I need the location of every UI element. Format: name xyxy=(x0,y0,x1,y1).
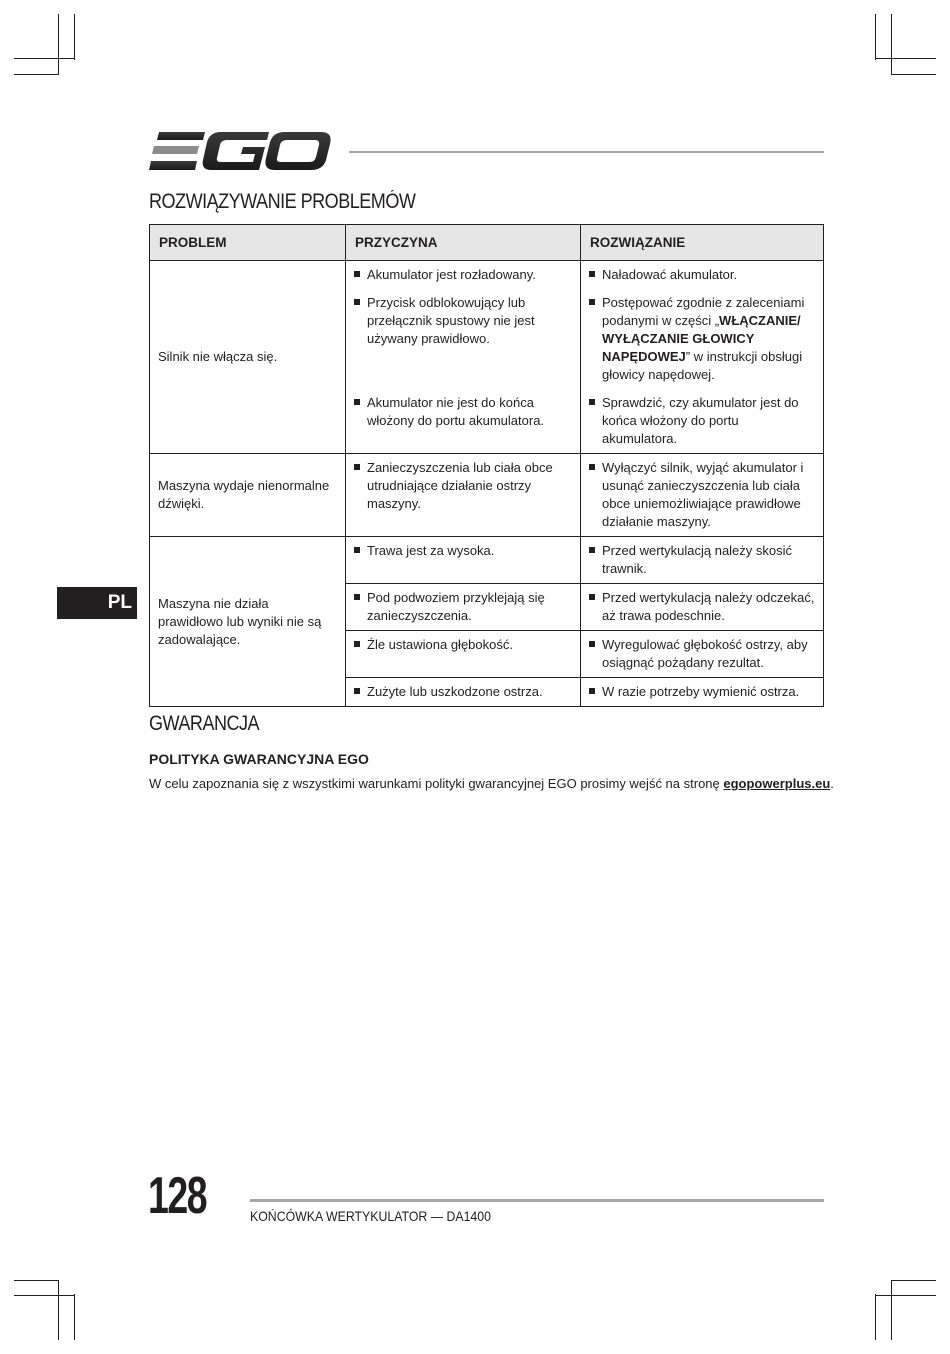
page-number: 128 xyxy=(148,1167,207,1225)
warranty-text xyxy=(149,776,834,791)
warranty-text-end: . xyxy=(830,776,834,791)
cause-cell xyxy=(346,678,581,707)
header-rule xyxy=(349,151,824,153)
solution-item xyxy=(581,289,823,389)
crop-mark xyxy=(876,58,936,59)
cause-cell xyxy=(346,261,581,290)
solution-cell xyxy=(581,289,824,389)
solution-cell xyxy=(581,389,824,454)
solution-emphasis: WŁĄCZANIE/ WYŁĄCZANIE GŁOWICY NAPĘDOWEJ xyxy=(602,313,801,364)
solution-text: Postępować zgodnie z zaleceniami podanymi w części „ xyxy=(602,295,805,328)
crop-mark xyxy=(891,74,936,75)
cause-item: Źle ustawiona głębokość. xyxy=(346,631,580,659)
crop-mark xyxy=(891,1280,936,1281)
solution-cell xyxy=(581,678,824,707)
solution-item: Sprawdzić, czy akumulator jest do końca włożony do portu akumulatora. xyxy=(581,389,823,453)
crop-mark xyxy=(891,1280,892,1340)
header-cause: PRZYCZYNA xyxy=(346,225,581,261)
crop-mark xyxy=(74,14,75,60)
header-solution: ROZWIĄZANIE xyxy=(581,225,824,261)
solution-cell xyxy=(581,631,824,678)
warranty-subtitle: POLITYKA GWARANCYJNA EGO xyxy=(149,751,369,767)
solution-cell xyxy=(581,584,824,631)
cause-cell xyxy=(346,454,581,537)
header-problem: PROBLEM xyxy=(150,225,346,261)
cause-cell xyxy=(346,537,581,584)
ego-logo xyxy=(149,130,331,172)
solution-item: W razie potrzeby wymienić ostrza. xyxy=(581,678,823,706)
cause-item: Akumulator jest rozładowany. xyxy=(346,261,580,289)
cause-cell xyxy=(346,289,581,389)
cause-item: Zanieczyszczenia lub ciała obce utrudniające działanie ostrzy maszyny. xyxy=(346,454,580,518)
crop-mark xyxy=(14,1295,74,1296)
crop-mark xyxy=(875,1294,876,1340)
solution-item: Wyregulować głębokość ostrzy, aby osiągnąć pożądany rezultat. xyxy=(581,631,823,677)
solution-cell xyxy=(581,454,824,537)
troubleshooting-table xyxy=(149,224,824,707)
cause-item: Zużyte lub uszkodzone ostrza. xyxy=(346,678,580,706)
crop-mark xyxy=(876,1295,936,1296)
solution-item: Przed wertykulacją należy skosić trawnik. xyxy=(581,537,823,583)
solution-cell xyxy=(581,261,824,290)
cause-cell xyxy=(346,631,581,678)
troubleshooting-title: ROZWIĄZYWANIE PROBLEMÓW xyxy=(149,190,416,213)
footer-title: KOŃCÓWKA WERTYKULATOR — DA1400 xyxy=(250,1208,491,1224)
problem-cell: Maszyna nie działa prawidłowo lub wyniki nie są zadowalające. xyxy=(150,537,346,707)
crop-mark xyxy=(14,1280,59,1281)
language-tab: PL xyxy=(57,587,137,619)
solution-text: ” w instrukcji obsługi głowicy napędowej. xyxy=(602,349,803,382)
table-header-row xyxy=(150,225,824,261)
crop-mark xyxy=(891,14,892,74)
crop-mark xyxy=(58,1280,59,1340)
crop-mark xyxy=(74,1294,75,1340)
table-row xyxy=(150,261,824,290)
crop-mark xyxy=(14,58,74,59)
solution-item: Przed wertykulacją należy odczekać, aż trawa podeschnie. xyxy=(581,584,823,630)
crop-mark xyxy=(875,14,876,60)
warranty-link[interactable]: egopowerplus.eu xyxy=(723,776,831,791)
cause-item: Akumulator nie jest do końca włożony do portu akumulatora. xyxy=(346,389,580,435)
cause-item: Przycisk odblokowujący lub przełącznik spustowy nie jest używany prawidłowo. xyxy=(346,289,580,353)
crop-mark xyxy=(14,74,59,75)
solution-item: Naładować akumulator. xyxy=(581,261,823,289)
footer-rule xyxy=(250,1199,824,1202)
cause-cell xyxy=(346,389,581,454)
table-row xyxy=(150,537,824,584)
problem-cell: Maszyna wydaje nienormalne dźwięki. xyxy=(150,454,346,537)
solution-item: Wyłączyć silnik, wyjąć akumulator i usunąć zanieczyszczenia lub ciała obce uniemożliwiające prawidłowe działanie maszyny. xyxy=(581,454,823,536)
warranty-text-body: W celu zapoznania się z wszystkimi warunkami polityki gwarancyjnej EGO prosimy wejść na stronę xyxy=(149,776,724,791)
table-row xyxy=(150,454,824,537)
problem-cell: Silnik nie włącza się. xyxy=(150,261,346,454)
warranty-title: GWARANCJA xyxy=(149,712,260,735)
cause-cell xyxy=(346,584,581,631)
solution-cell xyxy=(581,537,824,584)
cause-item: Trawa jest za wysoka. xyxy=(346,537,580,565)
crop-mark xyxy=(58,14,59,74)
cause-item: Pod podwoziem przyklejają się zanieczyszczenia. xyxy=(346,584,580,630)
